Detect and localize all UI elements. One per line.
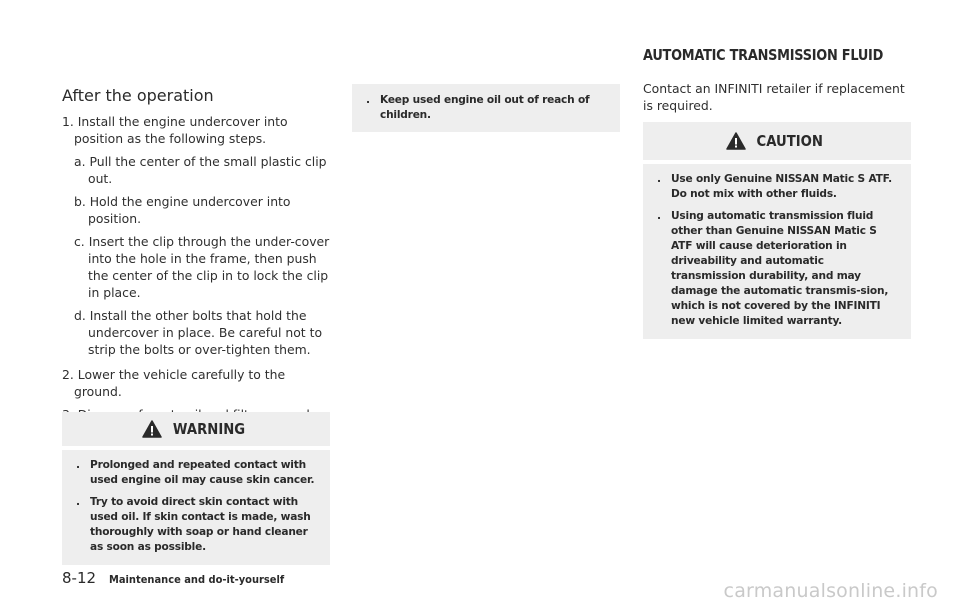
watermark: carmanualsonline.info (723, 580, 938, 602)
warning-box-continued (352, 84, 620, 132)
warning-box (62, 412, 330, 565)
warning-triangle-icon (142, 420, 162, 438)
substep-d: d. Install the other bolts that hold the undercover in place. Be careful not to strip the bolts or over-tighten them. (74, 308, 323, 357)
caution-box (643, 122, 911, 339)
subheading: After the operation (62, 86, 214, 105)
substep-c: c. Insert the clip through the under-cover into the hole in the frame, then push the center of the clip in to lock the clip in place. (74, 234, 330, 300)
warning-title: WARNING (172, 420, 246, 438)
warning-item: . Keep used engine oil out of reach of children. (366, 94, 590, 121)
substep-b: b. Hold the engine undercover into position. (74, 194, 291, 226)
warning-content (62, 450, 330, 565)
steps-list (62, 113, 330, 429)
step-1: 1. Install the engine undercover into position as the following steps. (62, 114, 288, 146)
warning-header (62, 412, 330, 446)
warning-item: . Try to avoid direct skin contact with used oil. If skin contact is made, wash thoroughly with soap or hand cleaner as soon as possible. (76, 496, 311, 553)
caution-content (643, 164, 911, 339)
caution-header (643, 122, 911, 160)
intro-text: Contact an INFINITI retailer if replacement is required. (643, 81, 905, 113)
step-2: 2. Lower the vehicle carefully to the ground. (62, 367, 286, 399)
page-footer (62, 568, 304, 587)
section-heading: AUTOMATIC TRANSMISSION FLUID (643, 46, 884, 64)
caution-title: CAUTION (756, 132, 824, 150)
substeps-list (62, 153, 330, 358)
caution-item: . Use only Genuine NISSAN Matic S ATF. Do not mix with other fluids. (657, 173, 892, 200)
warning-triangle-icon (726, 132, 746, 150)
substep-a: a. Pull the center of the small plastic clip out. (74, 154, 327, 186)
footer-label: Maintenance and do-it-yourself (109, 573, 285, 586)
warning-item: . Prolonged and repeated contact with used engine oil may cause skin cancer. (76, 459, 315, 486)
page-number: 8-12 (62, 569, 97, 587)
caution-item: . Using automatic transmission fluid other than Genuine NISSAN Matic S ATF will cause deterioration in driveability and automatic transmission durability, and may damage the automatic transmis-sion, which is not covered by the INFINITI new vehicle limited warranty. (657, 210, 889, 327)
warning-continued-content (352, 84, 620, 132)
